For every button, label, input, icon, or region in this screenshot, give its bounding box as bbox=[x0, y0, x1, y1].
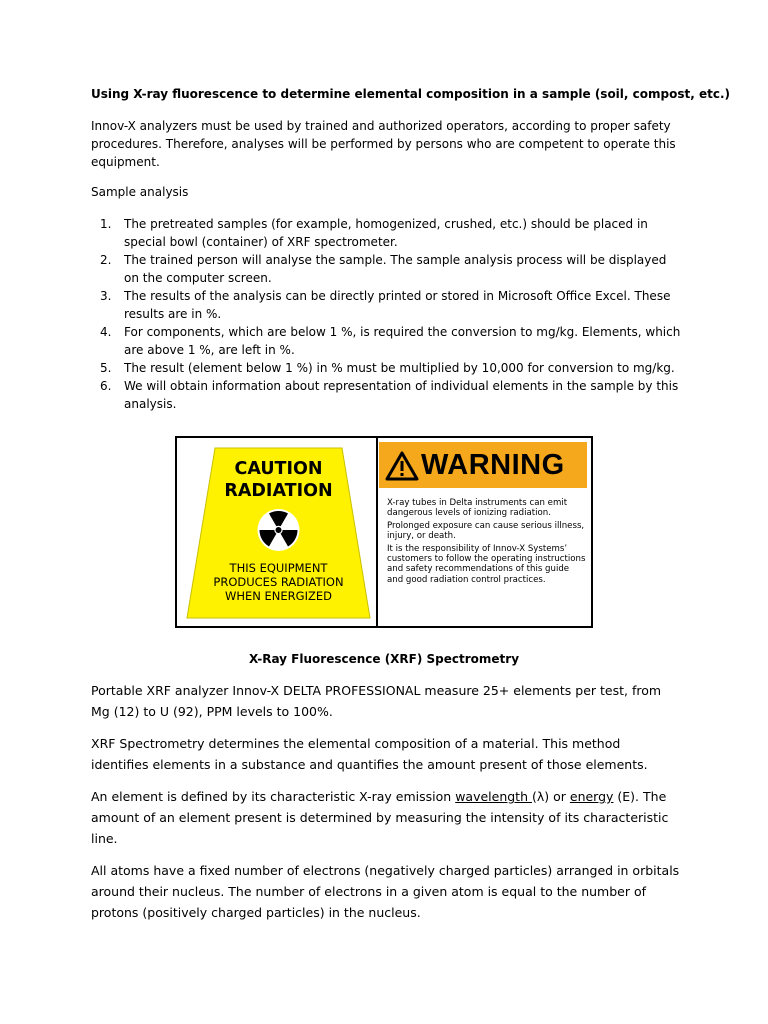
paragraph-atoms: All atoms have a fixed number of electrons (negatively charged particles) arranged in orbitals around their nucleus. The number of electrons in a given atom is equal to the number of protons (positively charged particles) in the nucleus. bbox=[91, 863, 680, 920]
paragraph-element bbox=[91, 786, 681, 849]
list-text: The trained person will analyse the sample. The sample analysis process will be displayed on the computer screen. bbox=[124, 253, 667, 285]
warning-sign bbox=[379, 442, 587, 622]
list-number: 2. bbox=[100, 253, 112, 267]
safety-signs-image bbox=[175, 436, 593, 628]
list-number: 6. bbox=[100, 379, 112, 393]
list-item bbox=[91, 359, 681, 377]
warning-line: Prolonged exposure can cause serious illness, injury, or death. bbox=[387, 520, 585, 542]
warning-header-bar bbox=[379, 442, 587, 488]
list-item bbox=[91, 377, 681, 413]
list-item bbox=[91, 323, 681, 359]
sign-divider bbox=[376, 438, 378, 626]
energy-link[interactable]: energy bbox=[569, 789, 614, 804]
list-text: We will obtain information about representation of individual elements in the sample by this analysis. bbox=[124, 379, 679, 411]
caution-sub-line2: PRODUCES RADIATION bbox=[213, 575, 344, 589]
list-item bbox=[91, 215, 681, 251]
intro-paragraph: Innov-X analyzers must be used by trained and authorized operators, according to proper safety procedures. Therefore, analyses will be performed by persons who are competent to operate this equipment. bbox=[91, 119, 676, 169]
steps-list bbox=[91, 215, 681, 413]
list-item bbox=[91, 287, 681, 323]
caution-title-line2: RADIATION bbox=[224, 481, 333, 501]
caution-title bbox=[185, 458, 372, 502]
list-number: 1. bbox=[100, 217, 112, 231]
radiation-trefoil-icon bbox=[258, 509, 300, 551]
paragraph-text: An element is defined by its characteristic X-ray emission bbox=[91, 789, 456, 804]
document-title: Using X-ray fluorescence to determine elemental composition in a sample (soil, compost, etc.) bbox=[91, 87, 730, 101]
paragraph-analyzer: Portable XRF analyzer Innov-X DELTA PROFESSIONAL measure 25+ elements per test, from Mg (12) to U (92), PPM levels to 100%. bbox=[91, 683, 662, 719]
list-number: 4. bbox=[100, 325, 112, 339]
list-text: The pretreated samples (for example, homogenized, crushed, etc.) should be placed in special bowl (container) of XRF spectrometer. bbox=[124, 217, 648, 249]
caution-sub-line1: THIS EQUIPMENT bbox=[229, 561, 328, 575]
list-number: 5. bbox=[100, 361, 112, 375]
wavelength-link[interactable]: wavelength bbox=[455, 789, 532, 804]
list-text: For components, which are below 1 %, is required the conversion to mg/kg. Elements, which are above 1 %, are left in %. bbox=[124, 325, 681, 357]
caution-subtitle bbox=[185, 561, 372, 603]
caution-sub-line3: WHEN ENERGIZED bbox=[225, 589, 332, 603]
list-text: The results of the analysis can be directly printed or stored in Microsoft Office Excel. These results are in %. bbox=[124, 289, 671, 321]
warning-triangle-icon bbox=[385, 451, 419, 481]
warning-text bbox=[387, 498, 587, 587]
list-number: 3. bbox=[100, 289, 112, 303]
warning-line: It is the responsibility of Innov-X Systems’ customers to follow the operating instructions and safety recommendations of this guide and good radiation control practices. bbox=[387, 543, 586, 585]
list-text: The result (element below 1 %) in % must be multiplied by 10,000 for conversion to mg/kg. bbox=[124, 361, 675, 375]
warning-line: X-ray tubes in Delta instruments can emit dangerous levels of ionizing radiation. bbox=[387, 498, 568, 519]
section-heading: Sample analysis bbox=[91, 185, 189, 199]
list-item bbox=[91, 251, 681, 287]
caution-title-line1: CAUTION bbox=[234, 459, 323, 479]
warning-title: WARNING bbox=[421, 449, 565, 481]
paragraph-text: (E). The amount of an element present is determined by measuring the intensity of its characteristic line. bbox=[91, 789, 669, 846]
paragraph-text: (λ) or bbox=[531, 789, 570, 804]
xrf-heading: X-Ray Fluorescence (XRF) Spectrometry bbox=[248, 652, 520, 666]
paragraph-xrf: XRF Spectrometry determines the elemental composition of a material. This method identifies elements in a substance and quantifies the amount present of those elements. bbox=[91, 736, 648, 772]
caution-radiation-sign bbox=[185, 446, 372, 620]
